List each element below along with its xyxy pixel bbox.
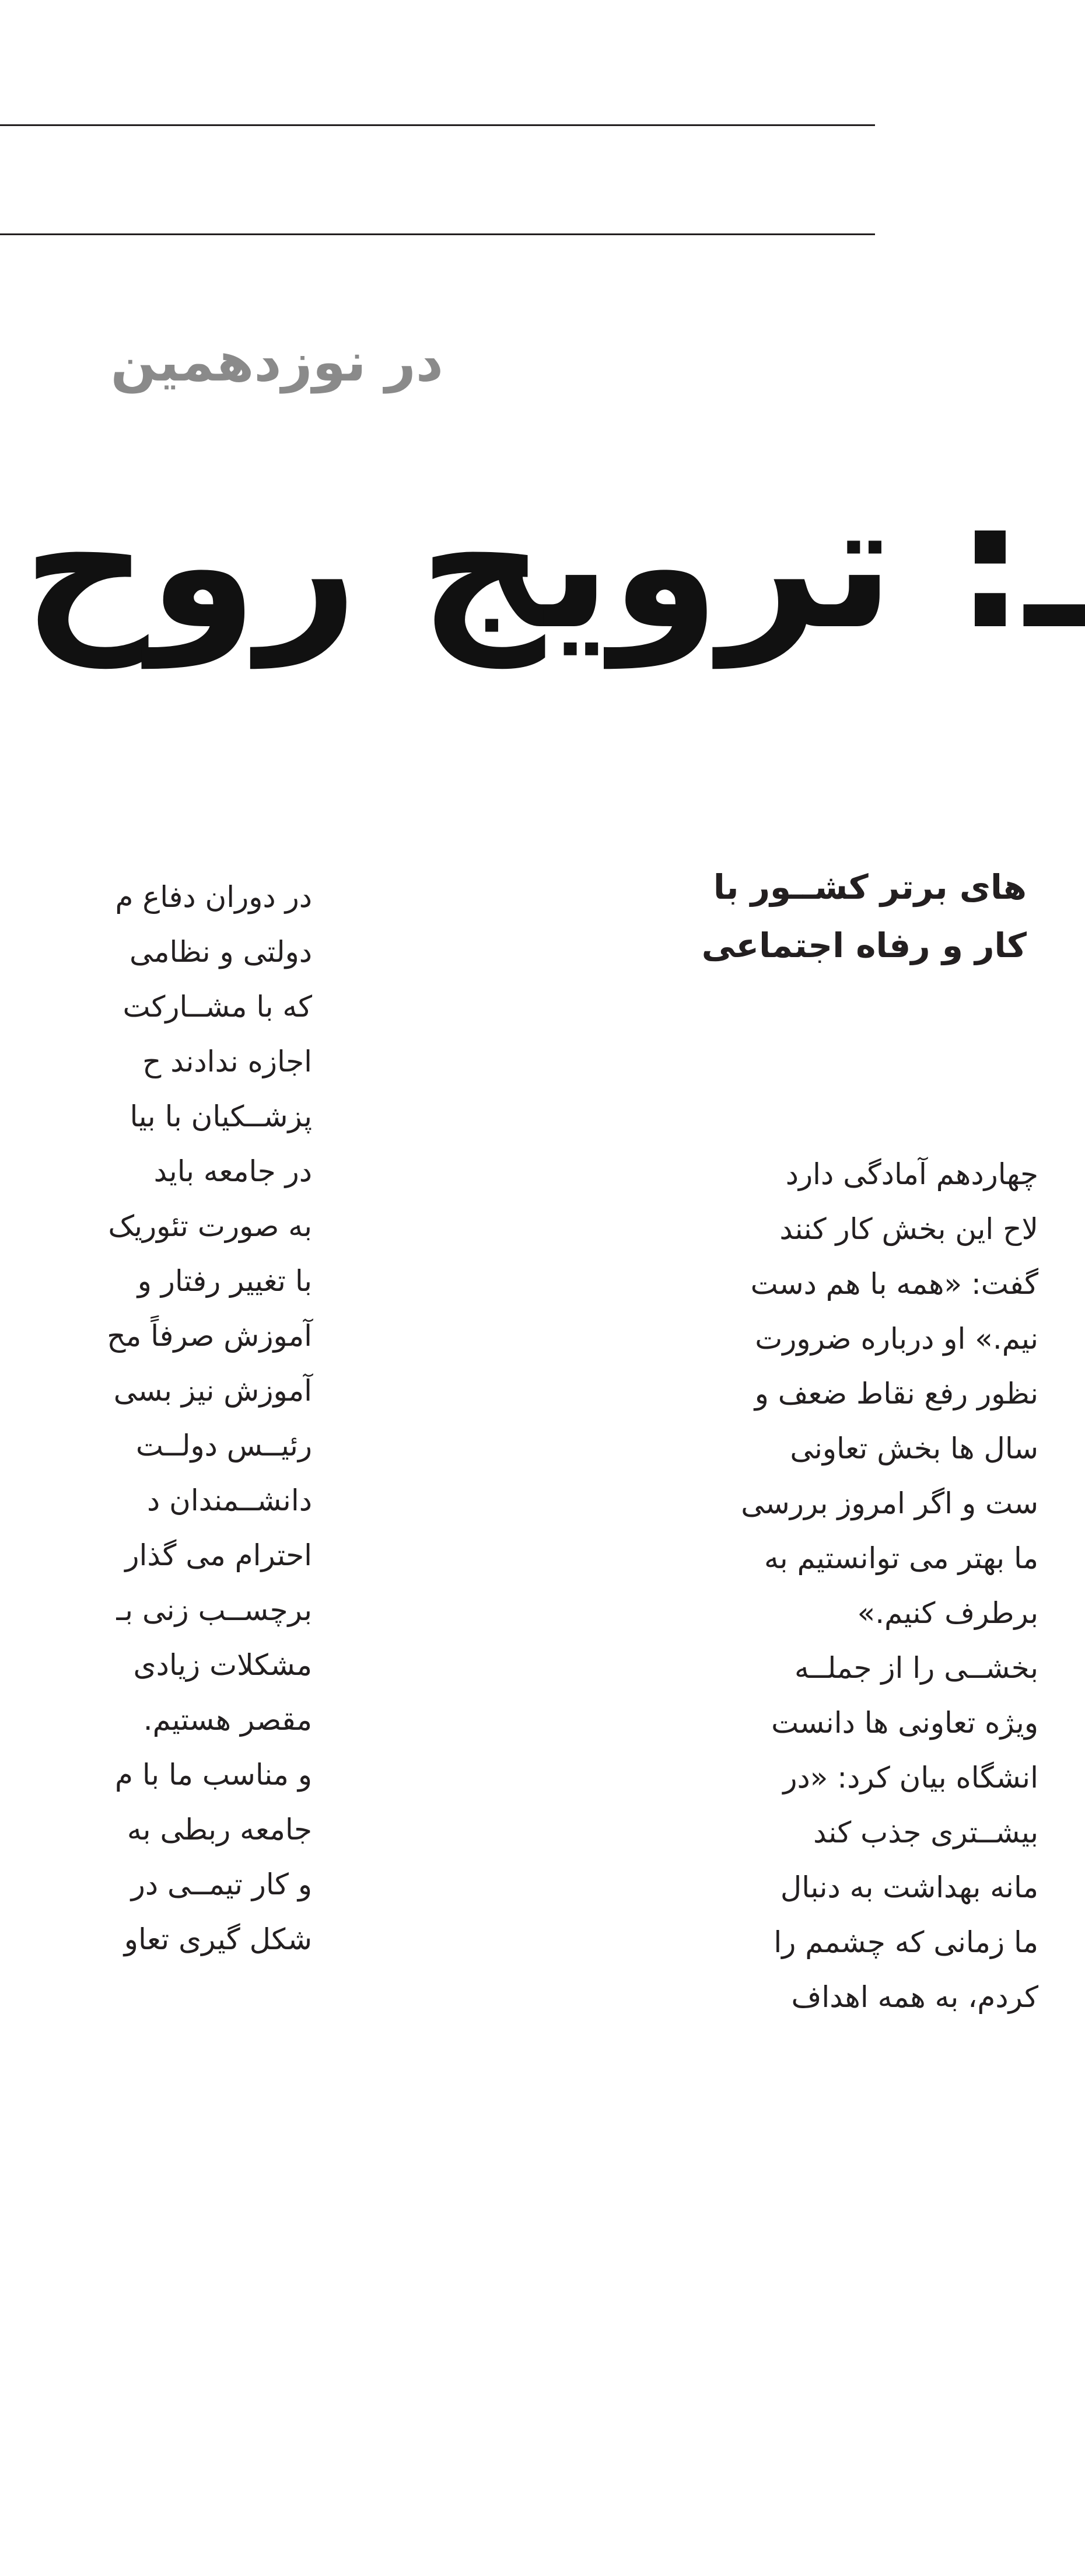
body-text-line: ما بهتر می توانستیم به xyxy=(764,1541,1038,1575)
headline: ـ: ترویج روح xyxy=(22,464,1085,668)
body-text-line: نیم.» او درباره ضرورت xyxy=(755,1322,1038,1356)
body-text-line: آموزش نیز بسی xyxy=(113,1374,312,1408)
body-text-line: کردم، به همه اهداف xyxy=(791,1980,1038,2014)
body-text-line: اجازه ندادند ح xyxy=(142,1045,312,1078)
body-text-line: ما زمانی که چشمم را xyxy=(774,1925,1038,1959)
body-text-line: گفت: «همه با هم دست xyxy=(750,1267,1038,1301)
body-text-line: ویژه تعاونی ها دانست xyxy=(771,1706,1038,1740)
body-text-line: بیشــتری جذب کند xyxy=(813,1816,1038,1849)
body-text-line: چهاردهم آمادگی دارد xyxy=(785,1157,1038,1191)
body-text-line: برطرف کنیم.» xyxy=(857,1596,1038,1630)
body-text-line: مقصر هستیم. xyxy=(143,1703,312,1737)
body-text-line: مشکلات زیادی xyxy=(133,1648,312,1682)
lead-text xyxy=(414,858,1027,975)
body-text-line: دولتی و نظامی xyxy=(130,935,312,969)
header-rule xyxy=(0,233,875,235)
body-text-line: و مناسب ما با م xyxy=(115,1758,312,1792)
body-text-line: سال ها بخش تعاونی xyxy=(790,1432,1038,1465)
body-text-line: برچســب زنی بـ xyxy=(116,1593,312,1627)
article-column-right xyxy=(414,1147,1038,2576)
body-text-line: و کار تیمــی در xyxy=(131,1868,312,1901)
body-text-line: با تغییر رفتار و xyxy=(137,1264,312,1298)
body-text-line: نظور رفع نقاط ضعف و xyxy=(754,1377,1038,1411)
body-text-line: دانشــمندان د xyxy=(147,1484,312,1517)
body-text-line: احترام می گذار xyxy=(125,1538,312,1572)
body-text-line: جامعه ربطی به xyxy=(127,1813,312,1847)
body-text-line: شکل گیری تعاو xyxy=(124,1922,312,1956)
body-text-line: بخشــی را از جملــه xyxy=(794,1651,1038,1685)
lead-line: های برتر کشــور با xyxy=(713,867,1027,907)
lead-line: کار و رفاه اجتماعی xyxy=(701,926,1027,965)
body-text-line: رئیــس دولــت xyxy=(135,1429,312,1462)
body-text-line: مانه بهداشت به دنبال xyxy=(780,1870,1038,1904)
body-text-line: در دوران دفاع م xyxy=(115,880,312,914)
article-column-left xyxy=(0,870,312,2576)
body-text-line: لاح این بخش کار کنند xyxy=(779,1212,1038,1246)
body-text-line: به صورت تئوریک xyxy=(108,1209,312,1243)
body-text-line: پزشــکیان با بیا xyxy=(130,1099,312,1133)
top-rule xyxy=(0,124,875,126)
body-text-line: در جامعه باید xyxy=(153,1154,312,1188)
body-text-line: انشگاه بیان کرد: «در xyxy=(783,1761,1038,1795)
body-text-line: که با مشــارکت xyxy=(123,990,312,1024)
body-text-line: آموزش صرفاً مح xyxy=(107,1319,312,1353)
body-text-line: ست و اگر امروز بررسی xyxy=(741,1486,1038,1520)
kicker: در نوزدهمین xyxy=(110,331,443,393)
